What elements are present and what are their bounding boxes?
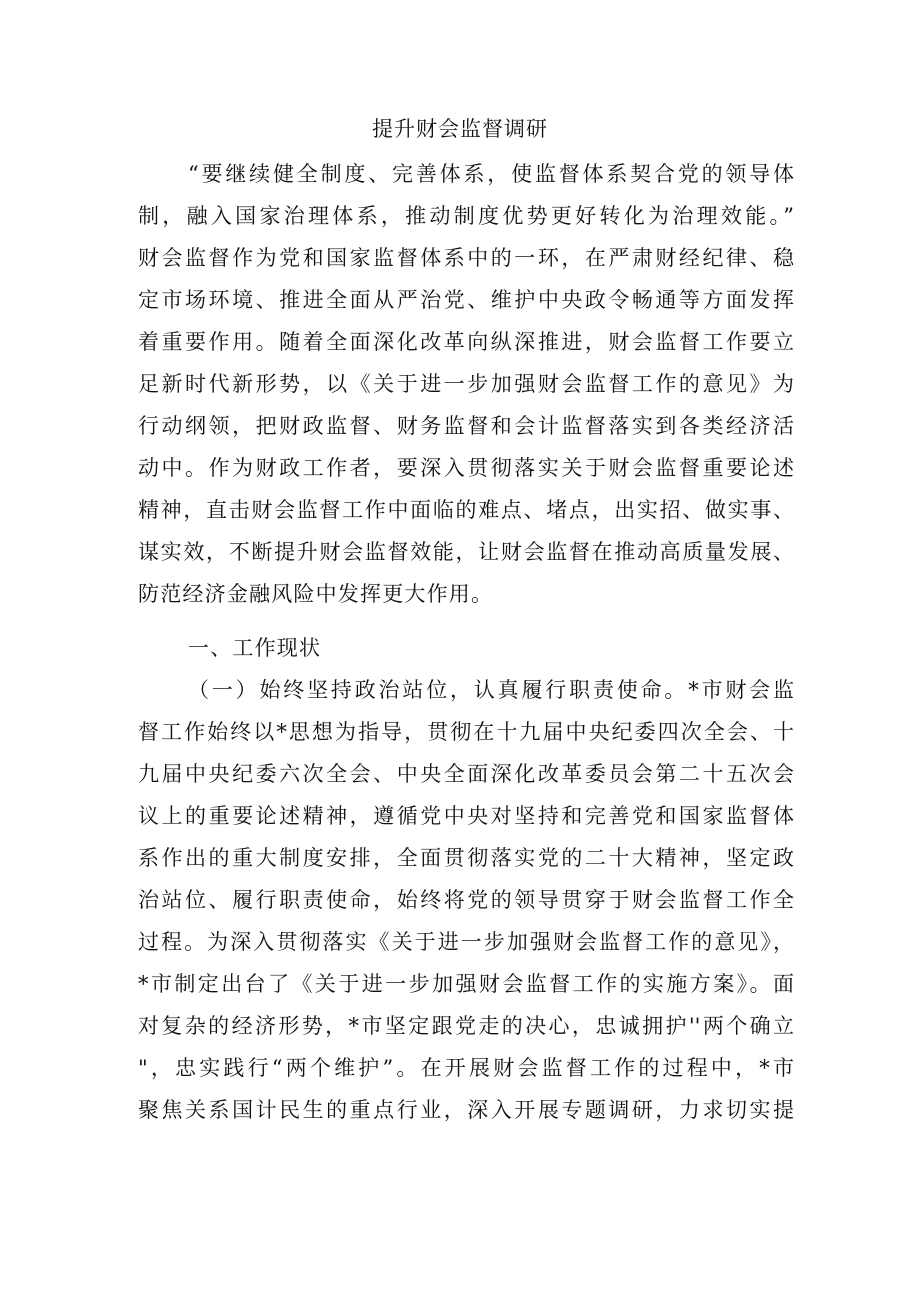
paragraph-line: 制，融入国家治理体系，推动制度优势更好转化为治理效能。”: [138, 204, 794, 228]
paragraph-line: 足新时代新形势，以《关于进一步加强财会监督工作的意见》为: [138, 372, 794, 396]
paragraph-line: 过程。为深入贯彻落实《关于进一步加强财会监督工作的意见》，: [138, 930, 794, 954]
paragraph-line: 动中。作为财政工作者，要深入贯彻落实关于财会监督重要论述: [138, 456, 794, 480]
document-title: 提升财会监督调研: [372, 117, 548, 141]
paragraph-line: 精神，直击财会监督工作中面临的难点、堵点，出实招、做实事、: [138, 498, 794, 522]
paragraph-line: *市制定出台了《关于进一步加强财会监督工作的实施方案》。面: [138, 972, 794, 996]
paragraph-line: 着重要作用。随着全面深化改革向纵深推进，财会监督工作要立: [138, 330, 794, 354]
paragraph-line: 系作出的重大制度安排，全面贯彻落实党的二十大精神，坚定政: [138, 846, 794, 870]
paragraph-line: 九届中央纪委六次全会、中央全面深化改革委员会第二十五次会: [138, 762, 794, 786]
paragraph-line: 聚焦关系国计民生的重点行业，深入开展专题调研，力求切实提: [138, 1098, 794, 1122]
paragraph-line: 防范经济金融风险中发挥更大作用。: [138, 582, 494, 606]
paragraph-line: 行动纲领，把财政监督、财务监督和会计监督落实到各类经济活: [138, 414, 794, 438]
paragraph-line: 对复杂的经济形势，*市坚定跟党走的决心，忠诚拥护''两个确立: [138, 1014, 794, 1038]
paragraph-line: 谋实效，不断提升财会监督效能，让财会监督在推动高质量发展、: [138, 540, 794, 564]
section-heading: 一、工作现状: [188, 636, 322, 660]
paragraph-line: “要继续健全制度、完善体系，使监督体系契合党的领导体: [188, 162, 794, 186]
paragraph-line: （一）始终坚持政治站位，认真履行职责使命。*市财会监: [188, 678, 794, 702]
paragraph-line: 治站位、履行职责使命，始终将党的领导贯穿于财会监督工作全: [138, 888, 794, 912]
paragraph-line: 督工作始终以*思想为指导，贯彻在十九届中央纪委四次全会、十: [138, 720, 794, 744]
paragraph-line: "，忠实践行“两个维护”。在开展财会监督工作的过程中，*市: [138, 1056, 794, 1080]
paragraph-line: 议上的重要论述精神，遵循党中央对坚持和完善党和国家监督体: [138, 804, 794, 828]
paragraph-line: 财会监督作为党和国家监督体系中的一环，在严肃财经纪律、稳: [138, 246, 794, 270]
paragraph-line: 定市场环境、推进全面从严治党、维护中央政令畅通等方面发挥: [138, 288, 794, 312]
